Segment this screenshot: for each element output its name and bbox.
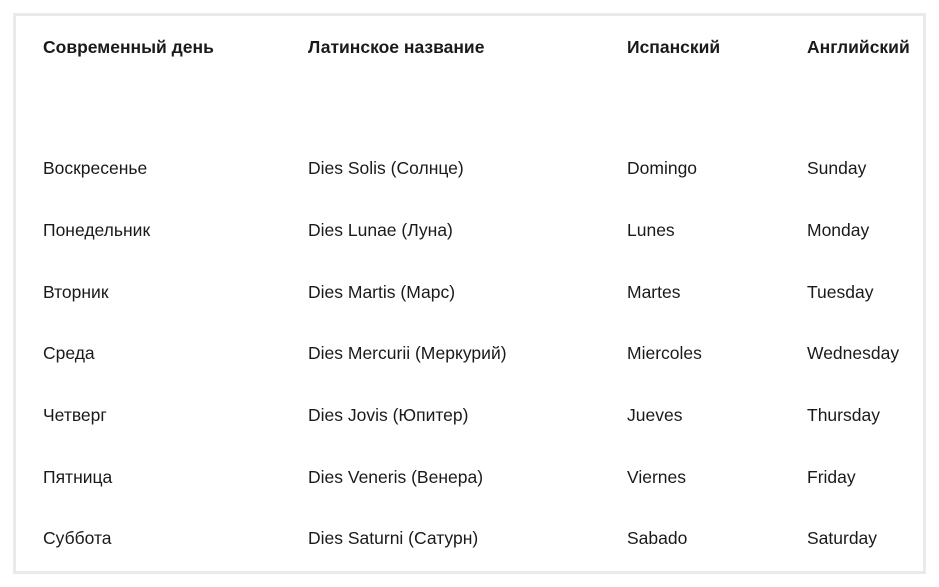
cell-spanish: Miercoles — [627, 343, 702, 364]
cell-modern-day: Воскресенье — [43, 158, 148, 179]
table-spacer-row — [16, 78, 926, 138]
cell-english: Wednesday — [807, 343, 900, 364]
header-english: Английский — [807, 36, 910, 57]
cell-english: Tuesday — [807, 281, 874, 302]
cell-spanish: Viernes — [627, 466, 687, 487]
cell-latin-name: Dies Martis (Марс) — [308, 281, 456, 302]
document-frame — [13, 13, 926, 574]
cell-latin-name: Dies Saturni (Сатурн) — [308, 528, 479, 549]
cell-modern-day: Четверг — [43, 405, 107, 426]
cell-spanish: Sabado — [627, 528, 688, 549]
table-row — [16, 200, 926, 262]
cell-spanish: Lunes — [627, 220, 675, 241]
header-modern-day: Современный день — [43, 36, 214, 57]
cell-latin-name: Dies Solis (Солнце) — [308, 158, 464, 179]
cell-latin-name: Dies Jovis (Юпитер) — [308, 405, 469, 426]
cell-modern-day: Пятница — [43, 466, 113, 487]
weekday-names-table — [16, 16, 926, 570]
table-row — [16, 261, 926, 323]
header-spanish: Испанский — [627, 36, 721, 57]
table-header-row — [16, 16, 926, 78]
cell-latin-name: Dies Lunae (Луна) — [308, 220, 453, 241]
cell-spanish: Domingo — [627, 158, 698, 179]
cell-latin-name: Dies Mercurii (Меркурий) — [308, 343, 507, 364]
table-row — [16, 323, 926, 385]
cell-modern-day: Вторник — [43, 281, 109, 302]
table-row — [16, 385, 926, 447]
cell-spanish: Jueves — [627, 405, 683, 426]
cell-latin-name: Dies Veneris (Венера) — [308, 466, 484, 487]
table-row — [16, 508, 926, 570]
cell-english: Sunday — [807, 158, 867, 179]
header-latin-name: Латинское название — [308, 36, 485, 57]
cell-modern-day: Суббота — [43, 528, 112, 549]
cell-spanish: Martes — [627, 281, 681, 302]
cell-english: Monday — [807, 220, 870, 241]
cell-english: Thursday — [807, 405, 880, 426]
cell-modern-day: Среда — [43, 343, 95, 364]
table-row — [16, 138, 926, 200]
table-row — [16, 446, 926, 508]
cell-modern-day: Понедельник — [43, 220, 151, 241]
cell-english: Saturday — [807, 528, 878, 549]
cell-english: Friday — [807, 466, 856, 487]
